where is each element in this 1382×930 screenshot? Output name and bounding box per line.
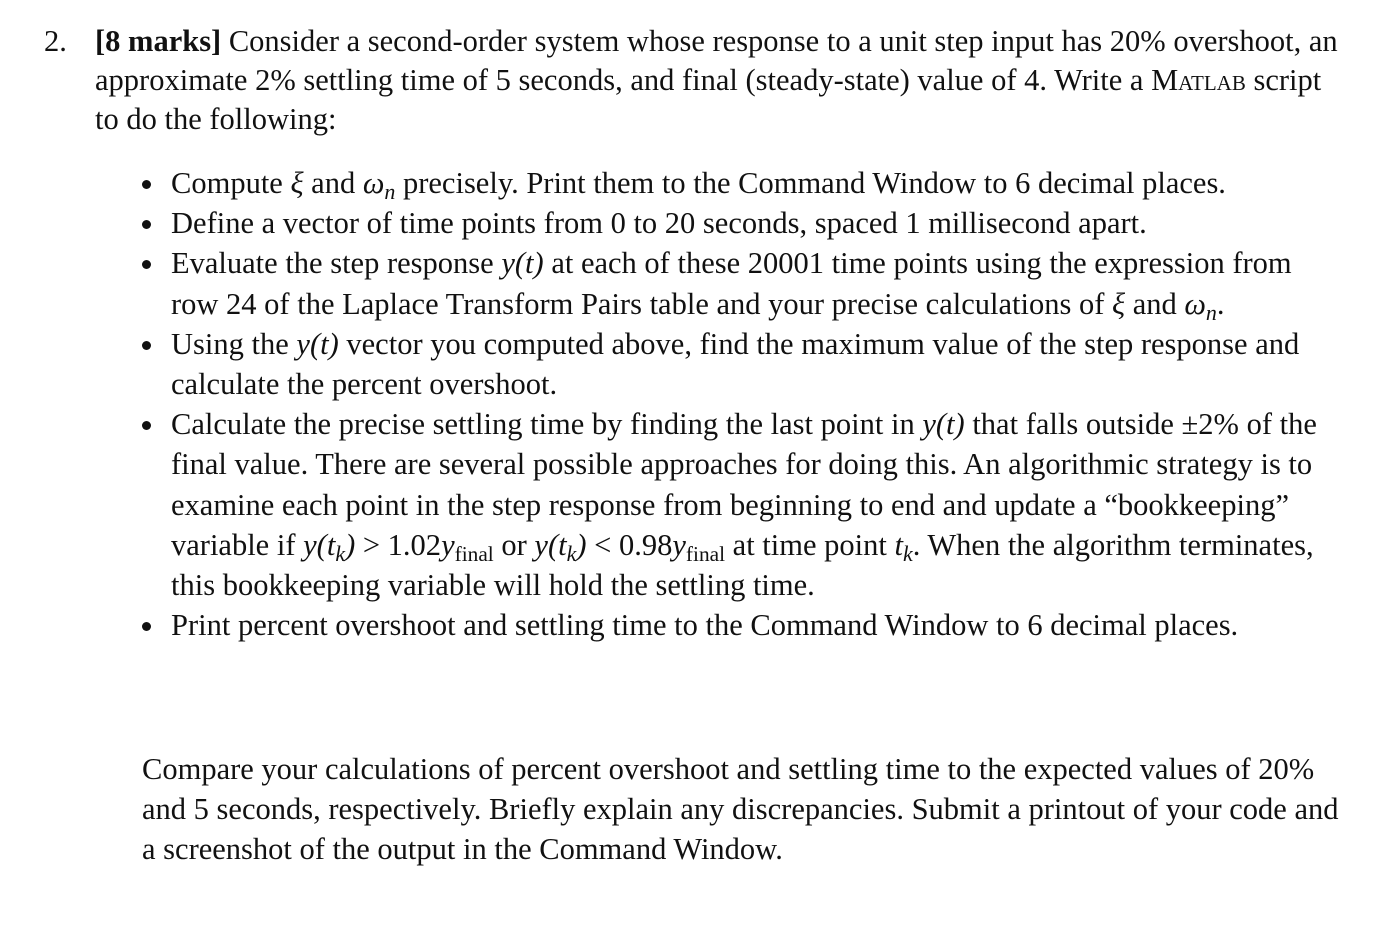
bullet-icon (142, 180, 151, 189)
bullet-icon (142, 622, 151, 631)
omega-n-symbol: $\omega_n$ (1184, 286, 1217, 325)
y-of-tk-symbol: $y(t_k)$ (303, 527, 356, 566)
list-item: Evaluate the step response y(t) at each of these 20001 time points using the expression from row 24 of the Laplace Transform Pairs table and your precise calculations of ξ and $\omega_n$. (0, 243, 1382, 323)
list-item: Compute ξ and $\omega_n$ precisely. Print them to the Command Window to 6 decimal places. (0, 163, 1382, 203)
question-number: 2. (44, 24, 67, 58)
closing-paragraph: Compare your calculations of percent overshoot and settling time to the expected values of 20% and 5 seconds, respectively. Briefly explain any discrepancies. Submit a printout of your code and a screenshot of the output in the Command Window. (142, 752, 1339, 866)
intro-text-2: script to do the following: (95, 63, 1322, 136)
y-final-symbol: yfinal (672, 527, 726, 566)
list-item: Print percent overshoot and settling time to the Command Window to 6 decimal places. (0, 605, 1382, 645)
list-item: Using the y(t) vector you computed above, find the maximum value of the step response and calculate the percent overshoot. (0, 324, 1382, 404)
tk-symbol: $t_k$ (894, 527, 913, 566)
bullet-icon (142, 421, 151, 430)
list-item: Define a vector of time points from 0 to 20 seconds, spaced 1 millisecond apart. (0, 203, 1382, 243)
bullet-icon (142, 341, 151, 350)
task-list (0, 163, 1382, 645)
marks-label: [8 marks] (95, 24, 222, 58)
matlab-name: Matlab (1151, 63, 1246, 97)
y-of-t-symbol: y(t) (922, 407, 965, 442)
list-item: Calculate the precise settling time by finding the last point in y(t) that falls outside ±2% of the final value. There are several possible approaches for doing this. An algorithmic strategy is to examine each point in the step response from beginning to end and update a “bookkeeping” variable if $y(t_k)$ > 1.02yfinal or $y(t_k)$ < 0.98yfinal at time point $t_k$. When the algorithm terminates, this bookkeeping variable will hold the settling time. (0, 404, 1382, 605)
xi-symbol: ξ (290, 166, 304, 200)
question-intro (95, 22, 1345, 139)
y-of-t-symbol: y(t) (296, 326, 339, 361)
bullet-icon (142, 220, 151, 229)
xi-symbol: ξ (1112, 286, 1126, 321)
y-of-t-symbol: y(t) (501, 246, 544, 281)
y-of-tk-symbol: $y(t_k)$ (534, 527, 587, 566)
intro-text-1: Consider a second-order system whose response to a unit step input has 20% overshoot, an approximate 2% settling time of 5 seconds, and final (steady-state) value of 4. Write a (95, 24, 1338, 97)
bullet-icon (142, 260, 151, 269)
y-final-symbol: yfinal (441, 527, 494, 566)
omega-n-symbol: $\omega_n$ (362, 166, 396, 205)
